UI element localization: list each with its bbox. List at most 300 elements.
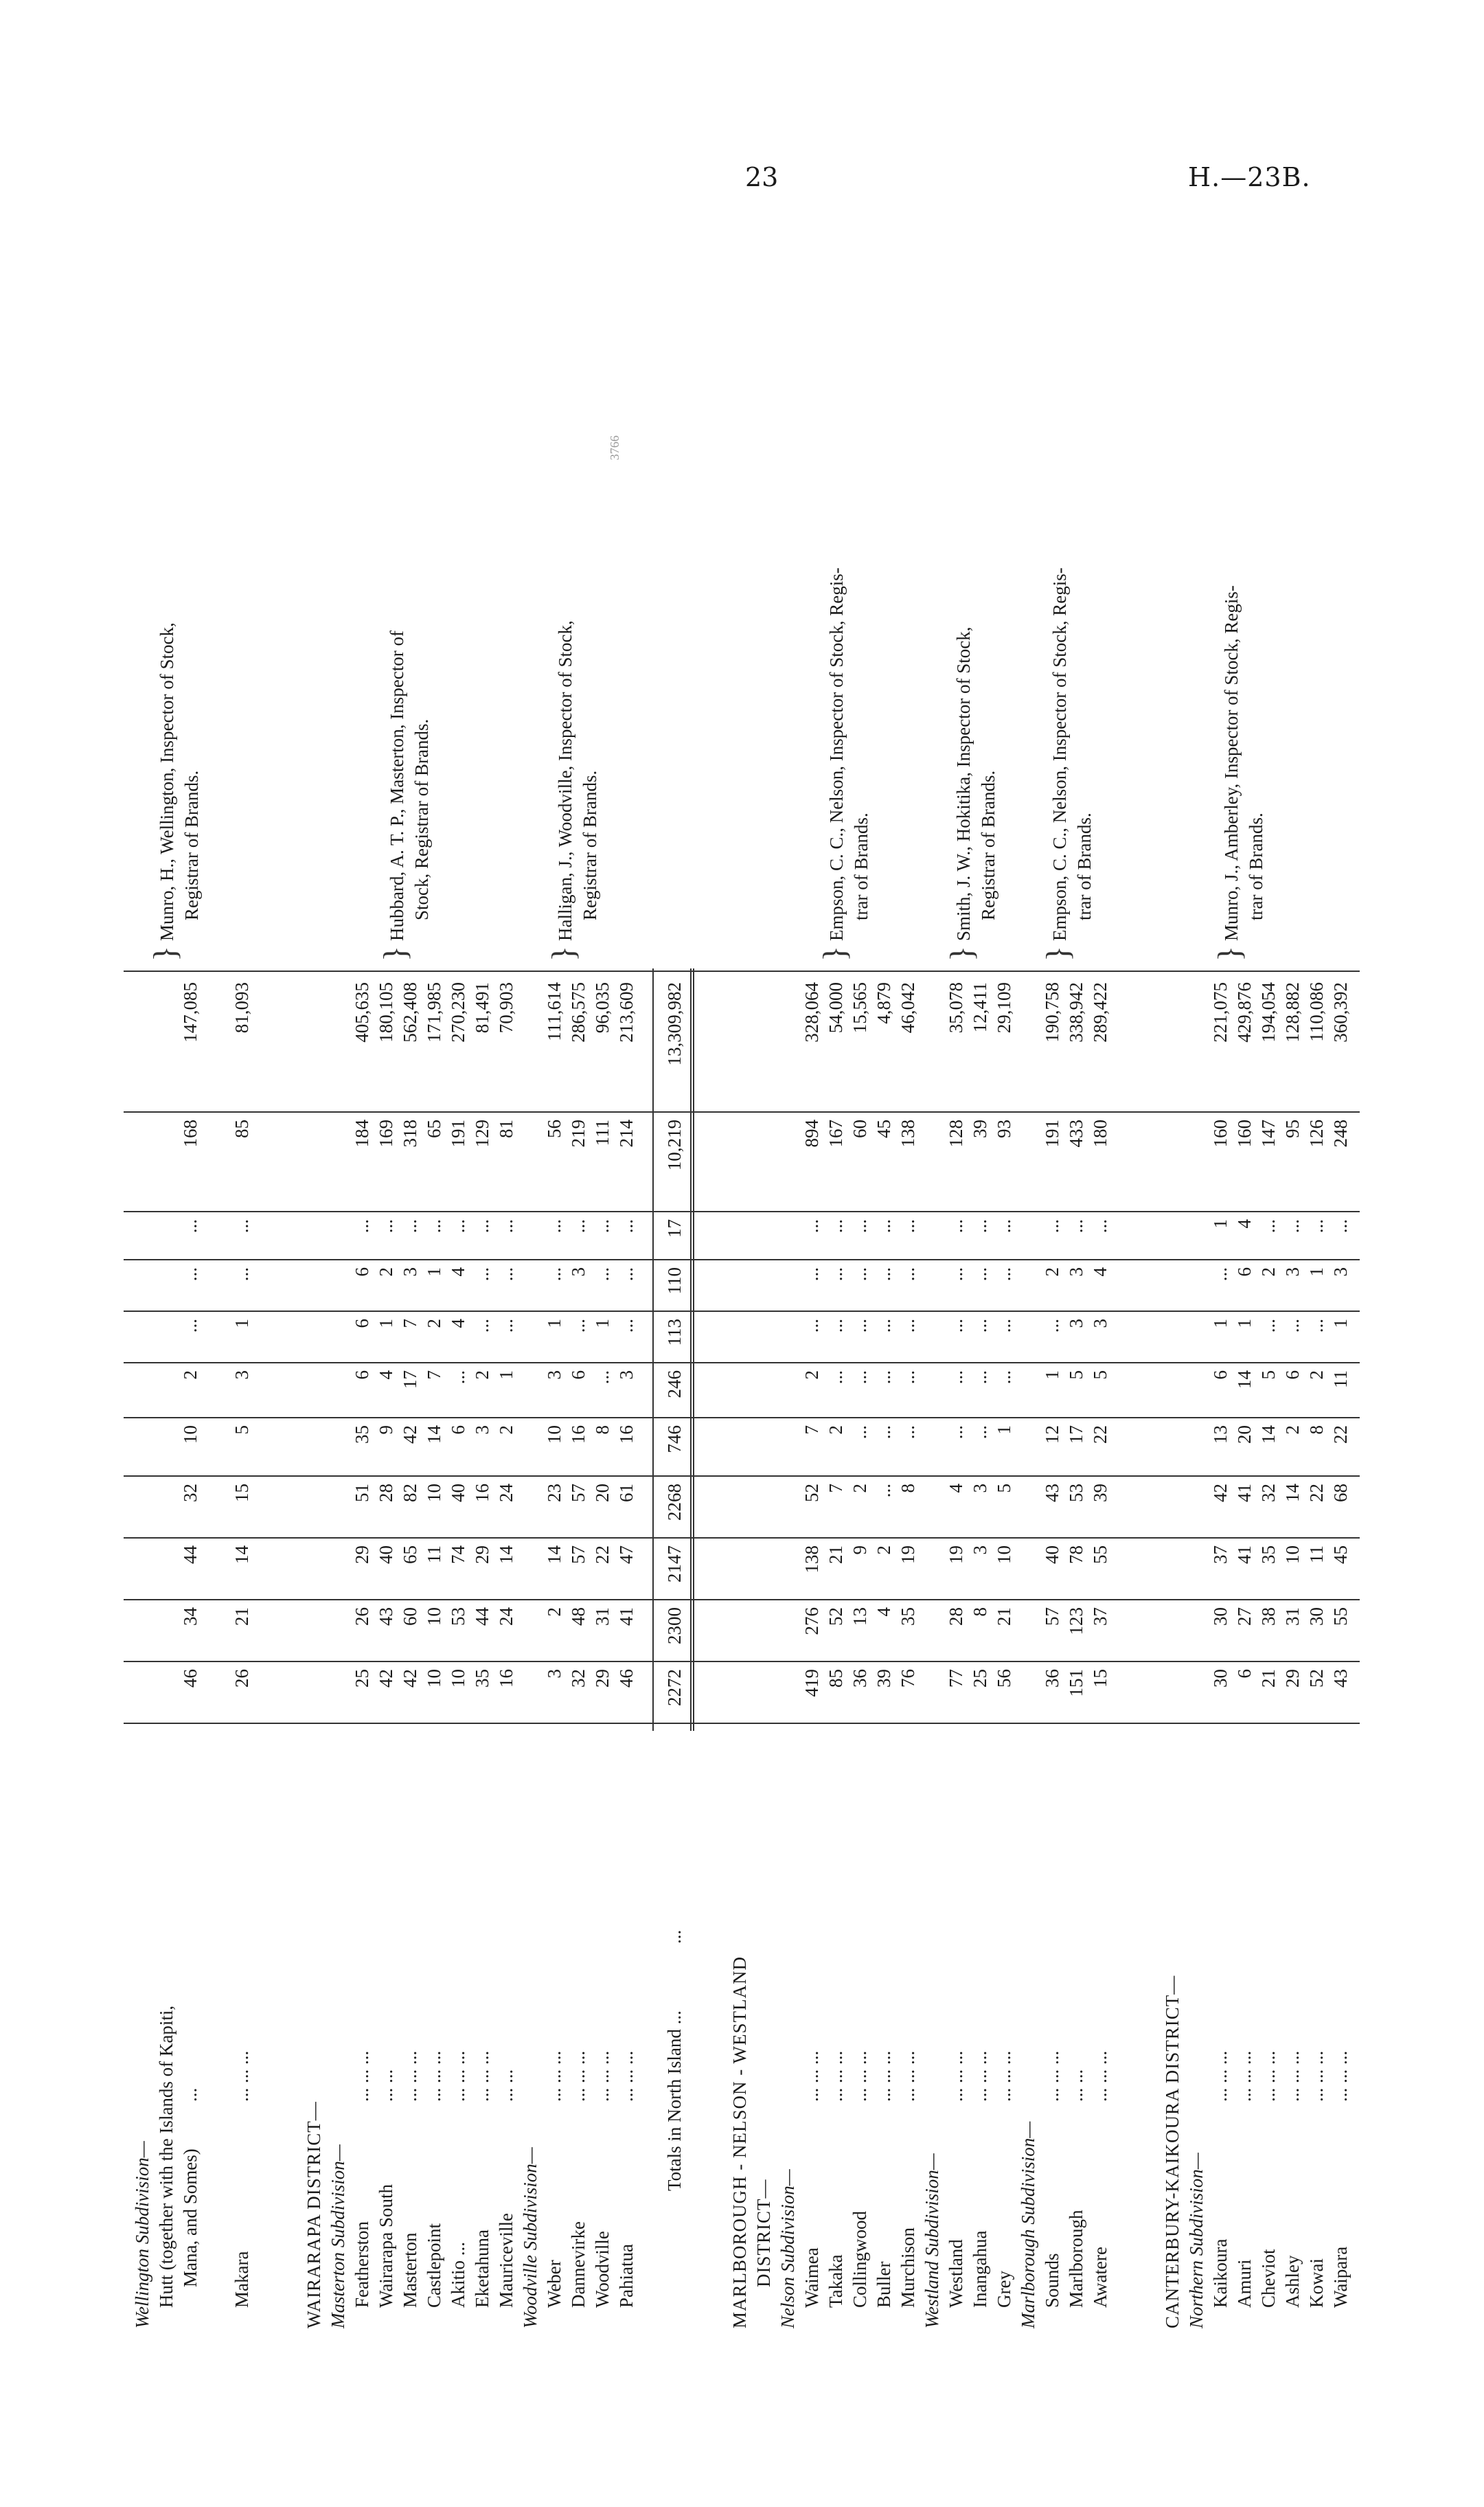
table-cell: ...	[592, 1267, 613, 1282]
table-cell: 289,422	[1090, 982, 1110, 1043]
table-cell: 10	[424, 1484, 444, 1502]
table-cell: 27	[1234, 1607, 1255, 1626]
row-label: Eketahuna	[472, 2230, 492, 2308]
table-cell: 8	[1306, 1425, 1327, 1435]
table-cell: 30	[1210, 1669, 1231, 1688]
table-cell: 3	[616, 1370, 637, 1380]
row-label: Hutt (together with the Islands of Kapiti,	[156, 2005, 176, 2308]
table-cell: 19	[946, 1545, 966, 1564]
table-cell: 2	[496, 1425, 516, 1435]
table-cell: 26	[352, 1607, 372, 1626]
table-cell: ...	[970, 1219, 990, 1234]
table-cell: 29	[472, 1545, 492, 1564]
inspector-note	[1047, 567, 1097, 941]
table-cell: 29,109	[994, 982, 1014, 1034]
table-cell: 25	[352, 1669, 372, 1688]
column-rule	[124, 1311, 1360, 1312]
column-rule	[124, 1599, 1360, 1600]
table-cell: 6	[352, 1267, 372, 1277]
table-cell: ...	[1258, 1219, 1279, 1234]
table-cell: 10	[424, 1607, 444, 1626]
table-cell: 16	[616, 1425, 637, 1444]
table-cell: ...	[496, 1319, 516, 1333]
table-cell: 53	[448, 1607, 468, 1626]
table-cell: 12	[1042, 1425, 1062, 1444]
table-cell: 15	[231, 1484, 252, 1502]
table-cell: 55	[1330, 1607, 1351, 1626]
table-cell: 1	[1042, 1370, 1062, 1380]
table-cell: 5	[1066, 1370, 1086, 1380]
table-cell: 151	[1066, 1669, 1086, 1697]
table-cell: 81,093	[231, 982, 252, 1034]
leader-dots: ... ... ...	[568, 2050, 589, 2102]
table-cell: 3	[400, 1267, 420, 1277]
table-cell: 54,000	[825, 982, 846, 1034]
table-cell: 20	[592, 1484, 613, 1502]
table-cell: 2	[424, 1319, 444, 1328]
table-cell: 4	[1090, 1267, 1110, 1277]
table-cell: 123	[1066, 1607, 1086, 1635]
table-cell: 6	[1210, 1370, 1231, 1380]
page-number: 23	[745, 162, 779, 192]
inspector-line-2: Registrar of Brands.	[181, 770, 202, 920]
column-rule	[124, 1362, 1360, 1363]
table-row	[1016, 62, 1040, 2328]
table-cell: 11	[1330, 1370, 1351, 1388]
table-cell: 52	[1306, 1669, 1327, 1688]
row-label: Dannevirke	[568, 2221, 589, 2308]
column-rule	[124, 1259, 1360, 1260]
inspector-line: Halligan, J., Woodville, Inspector of Stock,	[555, 620, 575, 941]
table-row	[470, 62, 494, 2328]
table-cell: 1	[1330, 1319, 1351, 1328]
inspector-note	[824, 567, 874, 941]
table-cell: 19	[898, 1545, 918, 1564]
leader-dots: ... ...	[376, 2069, 396, 2102]
table-cell: ...	[568, 1319, 589, 1333]
table-row	[543, 62, 566, 2328]
table-cell: 8	[592, 1425, 613, 1435]
inspector-line: Smith, J. W., Hokitika, Inspector of Stock,	[953, 626, 974, 941]
table-cell: ...	[180, 1267, 201, 1282]
table-cell: 2	[801, 1370, 822, 1380]
table-cell: 14	[1258, 1425, 1279, 1444]
leader-dots: ... ... ...	[994, 2050, 1014, 2102]
leader-dots: ... ... ...	[592, 2050, 613, 2102]
table-cell: 328,064	[801, 982, 822, 1043]
table-cell: 93	[994, 1120, 1014, 1138]
table-cell: 44	[180, 1545, 201, 1564]
inspector-note	[1219, 585, 1268, 941]
table-cell: 138	[898, 1120, 918, 1148]
table-cell: ...	[448, 1370, 468, 1385]
row-label: Masterton	[400, 2232, 420, 2308]
table-cell: 42	[400, 1669, 420, 1688]
table-cell: 4	[946, 1484, 966, 1493]
table-cell: ...	[1306, 1219, 1327, 1234]
table-cell: 419	[801, 1669, 822, 1697]
table-cell: 17	[1066, 1425, 1086, 1444]
table-cell: 17	[664, 1219, 685, 1238]
table-cell: 55	[1090, 1545, 1110, 1564]
table-cell: 28	[376, 1484, 396, 1502]
table-cell: 41	[1234, 1545, 1255, 1564]
table-cell: 128	[946, 1120, 966, 1148]
table-cell: 1	[424, 1267, 444, 1277]
inspector-line-2: Registrar of Brands.	[978, 770, 998, 920]
brace-icon: }	[377, 945, 413, 962]
table-cell: 7	[825, 1484, 846, 1493]
table-cell: 2	[376, 1267, 396, 1277]
table-cell: ...	[849, 1267, 870, 1282]
table-row	[848, 62, 871, 2328]
table-cell: ...	[970, 1425, 990, 1440]
table-cell: 2300	[664, 1607, 685, 1644]
table-cell: 4	[448, 1319, 468, 1328]
table-cell: 562,408	[400, 982, 420, 1043]
table-cell: ...	[874, 1319, 894, 1333]
inspector-line-2: Registrar of Brands.	[580, 770, 600, 920]
table-cell: 6	[1234, 1669, 1255, 1679]
table-cell: 38	[1258, 1607, 1279, 1626]
table-row	[1305, 62, 1328, 2328]
table-cell: 10	[448, 1669, 468, 1688]
table-cell: 48	[568, 1607, 589, 1626]
table-row	[615, 62, 638, 2328]
table-cell: ...	[1282, 1319, 1303, 1333]
inspector-note	[155, 622, 204, 941]
table-cell: 95	[1282, 1120, 1303, 1138]
table-row	[302, 62, 326, 2328]
row-label: Northern Subdivision—	[1186, 2153, 1207, 2328]
table-cell: 3	[970, 1545, 990, 1555]
table-cell: ...	[970, 1370, 990, 1385]
row-label: Ashley	[1282, 2255, 1303, 2308]
leader-dots: ... ... ...	[970, 2050, 990, 2102]
table-cell: 213,609	[616, 982, 637, 1043]
table-cell: ...	[874, 1370, 894, 1385]
table-cell: 21	[231, 1607, 252, 1626]
table-cell: ...	[994, 1219, 1014, 1234]
table-cell: 85	[825, 1669, 846, 1688]
table-cell: 246	[664, 1370, 685, 1398]
table-cell: 68	[1330, 1484, 1351, 1502]
table-row	[1040, 62, 1064, 2328]
table-cell: 24	[496, 1607, 516, 1626]
table-cell: 35	[472, 1669, 492, 1688]
leader-dots: ... ... ...	[1330, 2050, 1351, 2102]
table-cell: 56	[994, 1669, 1014, 1688]
row-label: Takaka	[825, 2254, 846, 2308]
table-cell: 2	[849, 1484, 870, 1493]
brace-icon: }	[545, 945, 582, 962]
table-cell: 56	[544, 1120, 564, 1138]
row-label: Collingwood	[849, 2210, 870, 2308]
table-cell: 2	[1042, 1267, 1062, 1277]
table-cell: ...	[825, 1219, 846, 1234]
row-label: Castlepoint	[424, 2223, 444, 2308]
table-cell: 9	[376, 1425, 396, 1435]
table-cell: 110,086	[1306, 982, 1327, 1042]
table-cell: 138	[801, 1545, 822, 1574]
brace-icon: }	[817, 945, 853, 962]
table-cell: ...	[825, 1319, 846, 1333]
table-cell: 16	[472, 1484, 492, 1502]
table-cell: 24	[496, 1484, 516, 1502]
table-cell: 82	[400, 1484, 420, 1502]
table-row	[1209, 62, 1232, 2328]
table-cell: 6	[1282, 1370, 1303, 1380]
table-row	[728, 62, 751, 2328]
inspector-line-2: trar of Brands.	[1246, 813, 1266, 920]
table-row	[1257, 62, 1280, 2328]
table-cell: 6	[352, 1370, 372, 1380]
row-label: Waipara	[1330, 2246, 1351, 2308]
table-cell: ...	[994, 1370, 1014, 1385]
table-cell: ...	[448, 1219, 468, 1234]
table-cell: 5	[231, 1425, 252, 1435]
table-cell: 37	[1090, 1607, 1110, 1626]
leader-dots: ... ... ...	[400, 2050, 420, 2102]
table-cell: ...	[994, 1267, 1014, 1282]
table-cell: ...	[231, 1219, 252, 1234]
table-cell: 29	[1282, 1669, 1303, 1688]
row-label: Grey	[994, 2271, 1014, 2308]
table-cell: 168	[180, 1120, 201, 1148]
table-cell: 22	[1306, 1484, 1327, 1502]
inspector-line-2: Stock, Registrar of Brands.	[411, 718, 432, 920]
table-row	[992, 62, 1016, 2328]
table-cell: ...	[825, 1267, 846, 1282]
table-cell: 21	[1258, 1669, 1279, 1688]
table-cell: 28	[946, 1607, 966, 1626]
table-cell: 1	[496, 1370, 516, 1380]
table-cell: 5	[1090, 1370, 1110, 1380]
row-label: DISTRICT—	[753, 2179, 774, 2287]
column-rule	[124, 971, 1360, 972]
leader-dots: ... ... ...	[1306, 2050, 1327, 2102]
table-row	[350, 62, 374, 2328]
table-cell: 221,075	[1210, 982, 1231, 1043]
table-cell: 81	[496, 1120, 516, 1138]
table-cell: 429,876	[1234, 982, 1255, 1043]
leader-dots: ...	[180, 2087, 201, 2102]
brace-icon: }	[1040, 945, 1076, 962]
table-cell: 2	[472, 1370, 492, 1380]
table-cell: 10	[180, 1425, 201, 1444]
table-cell: 2	[1282, 1425, 1303, 1435]
table-row	[1064, 62, 1088, 2328]
table-cell: ...	[849, 1219, 870, 1234]
table-cell: 15,565	[849, 982, 870, 1034]
table-cell: 214	[616, 1120, 637, 1148]
table-cell: 3	[1066, 1319, 1086, 1328]
table-cell: 13	[849, 1607, 870, 1626]
table-cell: 128,882	[1282, 982, 1303, 1043]
leader-dots: ... ...	[496, 2069, 516, 2102]
table-cell: 34	[180, 1607, 201, 1626]
row-label: Akitio ...	[448, 2241, 468, 2308]
table-cell: 60	[849, 1120, 870, 1138]
table-cell: 37	[1210, 1545, 1231, 1564]
inspector-line-2: trar of Brands.	[851, 813, 871, 920]
row-label: Featherston	[352, 2221, 372, 2308]
table-cell: 29	[352, 1545, 372, 1564]
inspector-note	[385, 631, 434, 941]
table-cell: 2268	[664, 1484, 685, 1521]
table-cell: 1	[1210, 1319, 1231, 1328]
table-cell: 36	[1042, 1669, 1062, 1688]
leader-dots: ... ... ...	[898, 2050, 918, 2102]
table-cell: 147	[1258, 1120, 1279, 1148]
table-cell: 96,035	[592, 982, 613, 1034]
table-row	[494, 62, 518, 2328]
inspector-line: Hubbard, A. T. P., Masterton, Inspector of	[387, 631, 407, 941]
table-cell: 14	[1234, 1370, 1255, 1389]
table-cell: 35	[1258, 1545, 1279, 1564]
row-label: Kowai	[1306, 2258, 1327, 2308]
table-row	[422, 62, 446, 2328]
table-cell: 1	[231, 1319, 252, 1328]
row-label: Makara	[231, 2251, 252, 2308]
table-cell: 169	[376, 1120, 396, 1148]
table-cell: ...	[231, 1267, 252, 1282]
table-cell: ...	[544, 1219, 564, 1234]
table-cell: 4	[448, 1267, 468, 1277]
leader-dots: ... ... ...	[1042, 2050, 1062, 2102]
table-row	[1329, 62, 1352, 2328]
table-cell: 3	[231, 1370, 252, 1380]
table-cell: 2	[544, 1607, 564, 1617]
table-cell: ...	[592, 1219, 613, 1234]
table-cell: 35,078	[946, 982, 966, 1034]
table-cell: 360,392	[1330, 982, 1351, 1043]
row-label: Amuri	[1234, 2259, 1255, 2308]
leader-dots: ... ... ...	[874, 2050, 894, 2102]
table-cell: 1	[376, 1319, 396, 1328]
table-cell: ...	[376, 1219, 396, 1234]
table-cell: 42	[400, 1425, 420, 1444]
table-cell: ...	[592, 1370, 613, 1385]
row-label: Mauriceville	[496, 2213, 516, 2308]
table-cell: ...	[970, 1319, 990, 1333]
row-label: Waimea	[801, 2247, 822, 2308]
table-cell: 41	[1234, 1484, 1255, 1502]
table-cell: ...	[400, 1219, 420, 1234]
table-row	[752, 62, 775, 2328]
row-label: Westland Subdivision—	[922, 2153, 942, 2328]
table-cell: ...	[874, 1484, 894, 1498]
table-cell: 60	[400, 1607, 420, 1626]
table-cell: ...	[616, 1319, 637, 1333]
table-row	[1281, 62, 1304, 2328]
table-cell: ...	[946, 1425, 966, 1440]
table-cell: 190,758	[1042, 982, 1062, 1043]
table-row	[518, 62, 542, 2328]
table-cell: 6	[448, 1425, 468, 1435]
table-cell: 4	[376, 1370, 396, 1380]
table-cell: 7	[801, 1425, 822, 1435]
page-reference: H.—23B.	[1188, 162, 1311, 192]
table-cell: ...	[616, 1267, 637, 1282]
table-row	[374, 62, 398, 2328]
table-cell: 57	[568, 1545, 589, 1564]
table-cell: 2	[1306, 1370, 1327, 1380]
table-cell: 160	[1234, 1120, 1255, 1148]
table-cell: 2	[180, 1370, 201, 1380]
table-cell: 2272	[664, 1669, 685, 1706]
table-cell: 46	[616, 1669, 637, 1688]
table-cell: 53	[1066, 1484, 1086, 1502]
table-cell: 270,230	[448, 982, 468, 1043]
table-cell: 36	[849, 1669, 870, 1688]
table-cell: 21	[825, 1545, 846, 1564]
table-cell: 44	[472, 1607, 492, 1626]
table-cell: 746	[664, 1425, 685, 1453]
table-cell: 318	[400, 1120, 420, 1148]
table-cell: 276	[801, 1607, 822, 1635]
column-rule	[124, 1111, 1360, 1113]
inspector-line-2: trar of Brands.	[1074, 813, 1095, 920]
table-cell: 126	[1306, 1120, 1327, 1148]
row-label: Marlborough Subdivision—	[1018, 2121, 1038, 2328]
table-cell: 3	[1330, 1267, 1351, 1277]
table-cell: 42	[1210, 1484, 1231, 1502]
table-cell: 4	[1234, 1219, 1255, 1229]
row-label: Marlborough	[1066, 2210, 1086, 2308]
table-cell: ...	[1066, 1219, 1086, 1234]
table-cell: 25	[970, 1669, 990, 1688]
table-cell: ...	[1258, 1319, 1279, 1333]
table-cell: ...	[874, 1267, 894, 1282]
table-row	[968, 62, 992, 2328]
table-cell: ...	[898, 1319, 918, 1333]
row-label: Cheviot	[1258, 2249, 1279, 2308]
table-cell: 338,942	[1066, 982, 1086, 1043]
table-cell: 20	[1234, 1425, 1255, 1444]
table-cell: 110	[664, 1267, 685, 1295]
leader-dots: ... ... ...	[1282, 2050, 1303, 2102]
table-cell: 405,635	[352, 982, 372, 1043]
table-cell: 4,879	[874, 982, 894, 1024]
row-label: Mana, and Somes)	[180, 2148, 201, 2287]
table-cell: ...	[801, 1319, 822, 1333]
table-cell: 191	[1042, 1120, 1062, 1148]
table-cell: 41	[616, 1607, 637, 1626]
column-rule	[124, 1417, 1360, 1418]
row-label: Sounds	[1042, 2253, 1062, 2308]
table-cell: ...	[352, 1219, 372, 1234]
table-cell: 3	[472, 1425, 492, 1435]
table-cell: ...	[801, 1219, 822, 1234]
table-cell: 2147	[664, 1545, 685, 1583]
leader-dots: ... ... ...	[1090, 2050, 1110, 2102]
table-row	[130, 62, 154, 2328]
table-cell: 160	[1210, 1120, 1231, 1148]
table-cell: 180,105	[376, 982, 396, 1043]
table-cell: ...	[898, 1370, 918, 1385]
table-cell: 74	[448, 1545, 468, 1564]
brace-icon: }	[944, 945, 980, 962]
inspector-note	[951, 627, 1001, 941]
table-cell: 8	[970, 1607, 990, 1617]
table-row	[776, 62, 799, 2328]
table-cell: 14	[544, 1545, 564, 1564]
table-cell: 1	[1234, 1319, 1255, 1328]
table-cell: 43	[1042, 1484, 1062, 1502]
table-cell: 111	[592, 1120, 613, 1146]
table-cell: 14	[1282, 1484, 1303, 1502]
